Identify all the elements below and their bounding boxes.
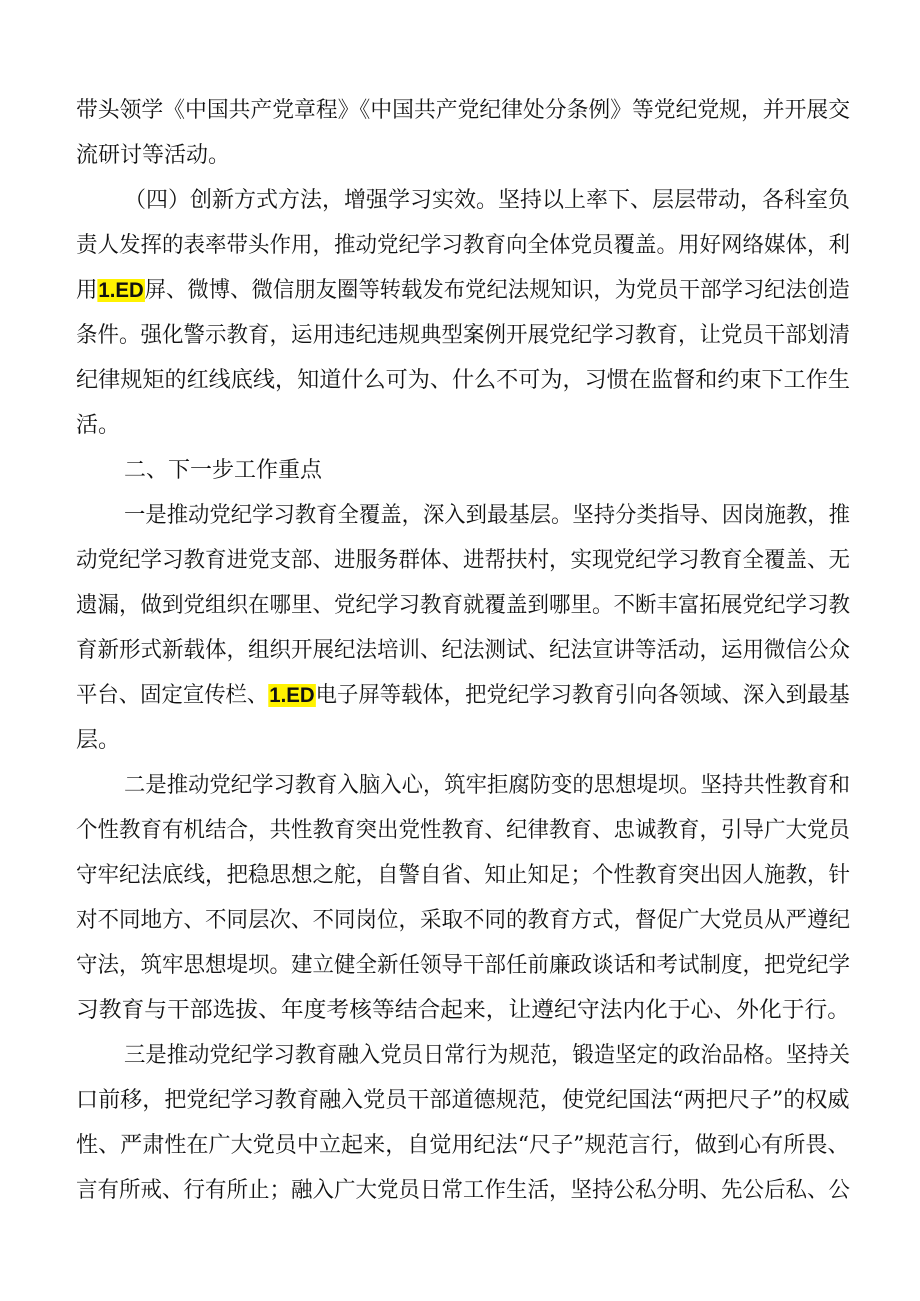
- text-line: 动党纪学习教育进党支部、进服务群体、进帮扶村，实现党纪学习教育全覆盖、无: [76, 548, 851, 573]
- text-line: 条件。强化警示教育，运用违纪违规典型案例开展党纪学习教育，让党员干部划清: [76, 323, 851, 348]
- text-line: 对不同地方、不同层次、不同岗位，采取不同的教育方式，督促广大党员从严遵纪: [76, 908, 851, 933]
- text-segment: 用: [76, 278, 98, 303]
- highlighted-text: 1.ED: [269, 684, 315, 707]
- section-heading: 二、下一步工作重点: [124, 458, 323, 483]
- text-line: 遗漏，做到党组织在哪里、党纪学习教育就覆盖到哪里。不断丰富拓展党纪学习教: [76, 593, 851, 618]
- text-line: 性、严肃性在广大党员中立起来，自觉用纪法“尺子”规范言行，做到心有所畏、: [76, 1133, 850, 1158]
- text-segment: 屏、微博、微信朋友圈等转载发布党纪法规知识，为党员干部学习纪法创造: [144, 278, 850, 303]
- text-line: 育新形式新载体，组织开展纪法培训、纪法测试、纪法宣讲等活动，运用微信公众: [76, 638, 851, 663]
- text-line: （四）创新方式方法，增强学习实效。坚持以上率下、层层带动，各科室负: [124, 188, 851, 213]
- text-line: 习教育与干部选拔、年度考核等结合起来，让遵纪守法内化于心、外化于行。: [76, 998, 851, 1023]
- highlighted-text: 1.ED: [98, 279, 144, 302]
- text-line: 带头领学《中国共产党章程》《中国共产党纪律处分条例》等党纪党规，并开展交: [76, 98, 851, 123]
- text-line: 流研讨等活动。: [76, 143, 231, 168]
- text-line: 层。: [76, 728, 121, 753]
- text-line: 守牢纪法底线，把稳思想之舵，自警自省、知止知足；个性教育突出因人施教，针: [76, 863, 851, 888]
- text-line: 守法，筑牢思想堤坝。建立健全新任领导干部任前廉政谈话和考试制度，把党纪学: [76, 953, 851, 978]
- text-segment: 平台、固定宣传栏、: [76, 683, 269, 708]
- text-line: [76, 681, 850, 711]
- text-line: 责人发挥的表率带头作用，推动党纪学习教育向全体党员覆盖。用好网络媒体，利: [76, 233, 851, 258]
- text-line: [76, 276, 850, 306]
- text-line: 活。: [76, 413, 121, 438]
- text-line: 口前移，把党纪学习教育融入党员干部道德规范，使党纪国法“两把尺子”的权威: [76, 1088, 850, 1113]
- text-line: 言有所戒、行有所止；融入广大党员日常工作生活，坚持公私分明、先公后私、公: [76, 1178, 851, 1203]
- text-line: 纪律规矩的红线底线，知道什么可为、什么不可为，习惯在监督和约束下工作生: [76, 368, 851, 393]
- text-line: 一是推动党纪学习教育全覆盖，深入到最基层。坚持分类指导、因岗施教，推: [124, 503, 851, 528]
- text-line: 三是推动党纪学习教育融入党员日常行为规范，锻造坚定的政治品格。坚持关: [124, 1043, 851, 1068]
- text-line: 二是推动党纪学习教育入脑入心，筑牢拒腐防变的思想堤坝。坚持共性教育和: [124, 773, 851, 798]
- text-segment: 电子屏等载体，把党纪学习教育引向各领域、深入到最基: [315, 683, 850, 708]
- text-line: 个性教育有机结合，共性教育突出党性教育、纪律教育、忠诚教育，引导广大党员: [76, 818, 851, 843]
